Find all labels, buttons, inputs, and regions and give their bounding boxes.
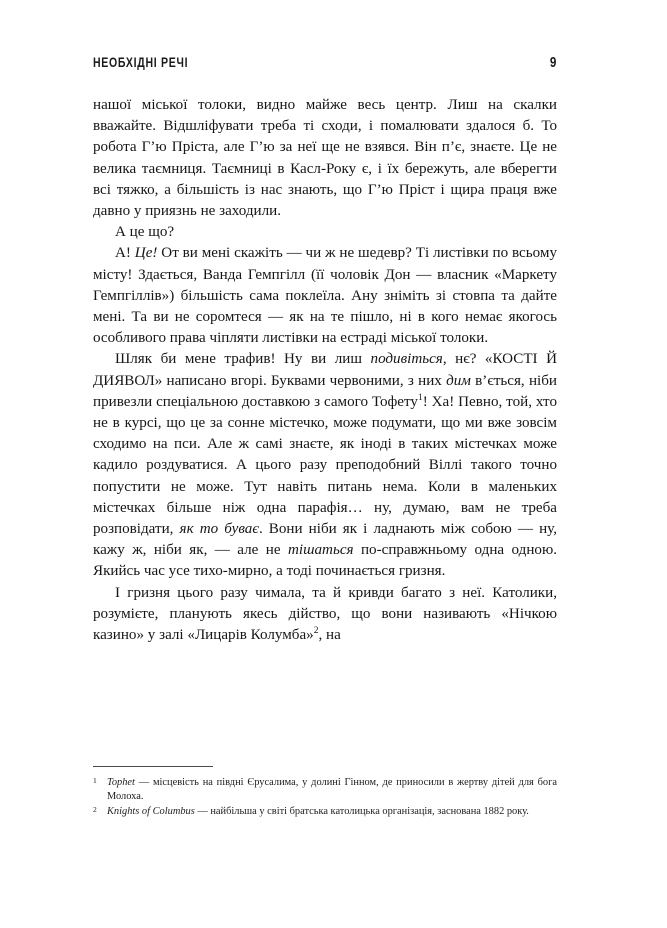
italic-run: Tophet — [107, 777, 135, 788]
text-run: — місцевість на півдні Єрусалима, у долині Гінном, де приносили в жертву дітей для бога Молоха. — [107, 777, 557, 803]
text-run: І гризня цього разу чимала, та й кривди багато з неї. Католики, розумієте, планують якесь дійство, що вони називають «Нічкою казино» у залі «Лицарів Колумба» — [93, 584, 557, 644]
footnote-reference: 2 — [313, 626, 319, 637]
footnote-item — [93, 805, 557, 819]
running-head-title: НЕОБХІДНІ РЕЧІ — [93, 55, 189, 70]
text-run: — найбільша у світі братська католицька організація, заснована 1882 року. — [194, 806, 529, 818]
page-number: 9 — [549, 54, 556, 71]
footnote-separator-rule — [93, 766, 213, 767]
text-run: А це що? — [115, 224, 175, 241]
text-run: , на — [318, 627, 341, 644]
footnote-item — [93, 776, 557, 804]
running-head — [93, 54, 556, 74]
italic-run: дим — [446, 372, 471, 389]
text-run: А! — [115, 245, 135, 262]
italic-run: тішаться — [288, 542, 354, 559]
body-paragraph — [93, 243, 557, 349]
text-run: , нє? «КОСТІ Й ДИЯВОЛ» написано вгорі. Буквами червоними, з них — [93, 351, 558, 389]
body-paragraph — [93, 95, 557, 222]
footnote-marker: 1 — [93, 776, 97, 785]
body-text-column — [93, 95, 557, 646]
text-run: . Вони ніби як і ладнають між собою — ну, кажу ж, ніби як, — але не — [93, 521, 557, 559]
text-run: в’ється, ніби привезли спеціальною доставкою з самого Тофету — [93, 372, 557, 410]
text-run: Шляк би мене трафив! Ну ви лиш — [115, 351, 371, 368]
body-paragraph — [93, 222, 557, 243]
italic-run: подивіться — [370, 351, 443, 368]
body-paragraph — [93, 583, 557, 647]
italic-run: Це! — [134, 245, 158, 262]
text-run: ! Ха! Певно, той, хто не в курсі, що це за сонне містечко, може подумати, що ми вже зовсім сходимо на пси. Але ж самі знаєте, як іноді в таких містечках може кадило роздуватися. А цього разу преподобний Віллі такого точно попустити не може. Тут навіть питань нема. Коли в маленьких містечках більше ніж одна парафія… ну, думаю, вам не треба розповідати, — [93, 393, 557, 538]
italic-run: Knights of Columbus — [107, 806, 195, 818]
text-run: нашої міської толоки, видно майже весь центр. Лиш на скалки вважайте. Відшліфувати треба ті сходи, і помалювати здалося б. То робота Г’ю Пріста, але Г’ю за неї ще не взявся. Він п’є, знаєте. Це не велика таємниця. Таємниці в Касл-Року є, і їх бережуть, але вберегти всі тяжко, а більшість із нас знають, що Г’ю Пріст і щира праця вже давно у приязнь не заходили. — [93, 97, 557, 220]
italic-run: як то буває — [179, 521, 259, 538]
footnote-reference: 1 — [417, 392, 423, 403]
text-run: От ви мені скажіть — чи ж не шедевр? Ті листівки по всьому місту! Здається, Ванда Гемпгілл (її чоловік Дон — власник «Маркету Гемпгіллів») більшість сама поклеїла. Ану зніміть зі стовпа та дайте мені. Та ви не соромтеся — як на те пішло, ні в кого немає якогось особливого права чіпляти листівки на естраді міської толоки. — [93, 245, 557, 347]
footnote-list — [93, 776, 557, 820]
footnote-block — [93, 766, 557, 821]
body-paragraph — [93, 349, 557, 582]
footnote-marker: 2 — [93, 805, 97, 815]
text-run: по-справжньому одна одною. Якийсь час усе тихо-мирно, а тоді починається гризня. — [93, 542, 557, 580]
